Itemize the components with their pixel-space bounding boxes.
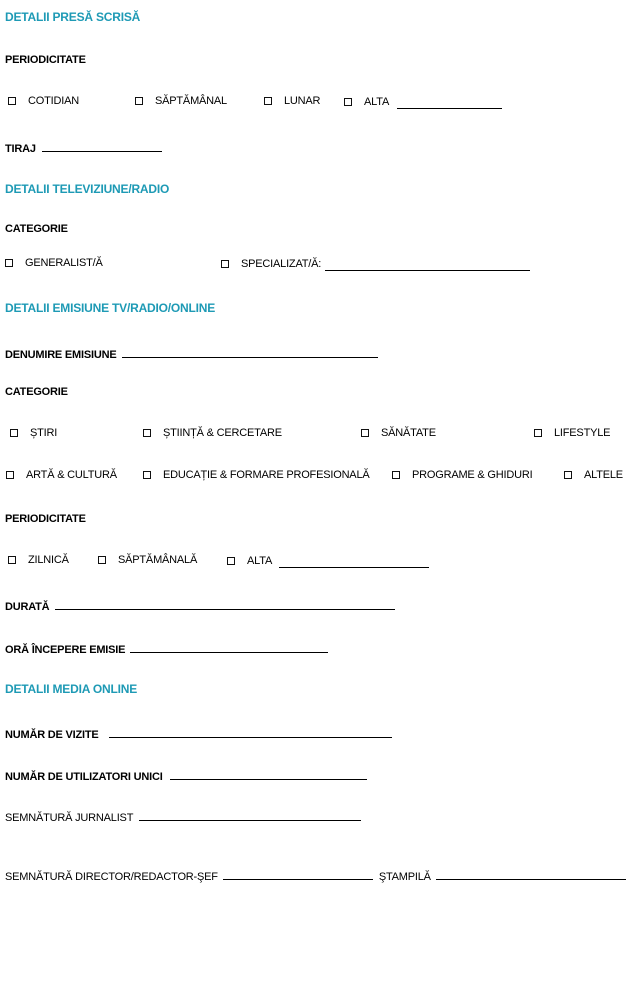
option-label: ZILNICĂ [28, 554, 69, 566]
durata-field [5, 596, 395, 613]
checkbox-alta-presa[interactable] [344, 98, 352, 106]
checkbox-stiinta-cercetare[interactable] [143, 429, 151, 437]
option-label: SĂPTĂMÂNAL [155, 95, 227, 107]
semnatura-jurnalist-field [5, 807, 361, 824]
option-label: EDUCAȚIE & FORMARE PROFESIONALĂ [163, 469, 370, 481]
checkbox-sanatate[interactable] [361, 429, 369, 437]
option-lunar[interactable] [264, 95, 320, 107]
option-label: SPECIALIZAT/Ă: [241, 258, 322, 270]
option-label: ARTĂ & CULTURĂ [26, 469, 117, 481]
option-cotidian[interactable] [8, 95, 79, 107]
option-programe-ghiduri[interactable] [392, 469, 532, 481]
option-saptamanala[interactable] [98, 554, 197, 566]
option-sanatate[interactable] [361, 427, 436, 439]
categorie-tv-options [0, 257, 642, 273]
checkbox-saptamanala[interactable] [98, 556, 106, 564]
checkbox-altele[interactable] [564, 471, 572, 479]
checkbox-zilnica[interactable] [8, 556, 16, 564]
categorie-emisiune-options-row2 [0, 469, 642, 485]
option-label: ALTELE [584, 469, 623, 481]
option-zilnica[interactable] [8, 554, 69, 566]
label-semnatura-jurnalist: SEMNĂTURĂ JURNALIST [5, 812, 134, 824]
option-generalist[interactable] [5, 257, 103, 269]
checkbox-cotidian[interactable] [8, 97, 16, 105]
tiraj-field [5, 138, 162, 155]
durata-fill-line[interactable] [55, 596, 395, 610]
checkbox-lifestyle[interactable] [534, 429, 542, 437]
label-categorie-emisiune: CATEGORIE [5, 386, 68, 398]
option-label: SĂPTĂMÂNALĂ [118, 554, 198, 566]
option-label: SĂNĂTATE [381, 427, 436, 439]
label-numar-utilizatori: NUMĂR DE UTILIZATORI UNICI [5, 771, 163, 783]
numar-vizite-fill-line[interactable] [109, 724, 392, 738]
stampila-fill-line[interactable] [436, 866, 626, 880]
label-ora-incepere: ORĂ ÎNCEPERE EMISIE [5, 644, 126, 656]
option-label: COTIDIAN [28, 95, 79, 107]
option-label: ALTA [247, 555, 273, 567]
option-label: ȘTIRI [30, 427, 58, 439]
option-label: ALTA [364, 96, 390, 108]
option-label: LUNAR [284, 95, 321, 107]
categorie-emisiune-options-row1 [0, 427, 642, 443]
periodicitate-presa-options [0, 95, 642, 111]
option-stiri[interactable] [10, 427, 57, 439]
label-durata: DURATĂ [5, 601, 50, 613]
option-specializat[interactable] [221, 257, 530, 271]
checkbox-stiri[interactable] [10, 429, 18, 437]
numar-vizite-field [5, 724, 392, 741]
option-label: ȘTIINȚĂ & CERCETARE [163, 427, 282, 439]
numar-utilizatori-field [5, 766, 367, 783]
checkbox-arta-cultura[interactable] [6, 471, 14, 479]
checkbox-alta-emisiune[interactable] [227, 557, 235, 565]
checkbox-educatie-formare[interactable] [143, 471, 151, 479]
semnatura-jurnalist-fill-line[interactable] [139, 807, 361, 821]
alta-emisiune-fill-line[interactable] [279, 554, 429, 568]
label-periodicitate-presa: PERIODICITATE [5, 54, 86, 66]
ora-incepere-field [5, 639, 328, 656]
alta-presa-fill-line[interactable] [397, 95, 502, 109]
checkbox-programe-ghiduri[interactable] [392, 471, 400, 479]
specializat-fill-line[interactable] [325, 257, 530, 271]
option-educatie-formare[interactable] [143, 469, 370, 481]
section-title-presa-scrisa: DETALII PRESĂ SCRISĂ [5, 10, 141, 24]
section-title-media-online: DETALII MEDIA ONLINE [5, 682, 137, 696]
option-stiinta-cercetare[interactable] [143, 427, 282, 439]
checkbox-lunar[interactable] [264, 97, 272, 105]
semnatura-director-field [5, 866, 626, 883]
label-denumire-emisiune: DENUMIRE EMISIUNE [5, 349, 117, 361]
label-categorie-tv: CATEGORIE [5, 223, 68, 235]
option-alta-presa[interactable] [344, 95, 502, 109]
tiraj-fill-line[interactable] [42, 138, 162, 152]
semnatura-director-fill-line[interactable] [223, 866, 373, 880]
checkbox-specializat[interactable] [221, 260, 229, 268]
denumire-emisiune-field [5, 344, 378, 361]
label-semnatura-director: SEMNĂTURĂ DIRECTOR/REDACTOR-ŞEF [5, 871, 218, 883]
section-title-tv-radio: DETALII TELEVIZIUNE/RADIO [5, 182, 170, 196]
option-alta-emisiune[interactable] [227, 554, 429, 568]
option-label: GENERALIST/Ă [25, 257, 103, 269]
checkbox-saptamanal[interactable] [135, 97, 143, 105]
option-altele[interactable] [564, 469, 623, 481]
option-arta-cultura[interactable] [6, 469, 117, 481]
label-tiraj: TIRAJ [5, 143, 36, 155]
option-label: PROGRAME & GHIDURI [412, 469, 533, 481]
numar-utilizatori-fill-line[interactable] [170, 766, 367, 780]
denumire-emisiune-fill-line[interactable] [122, 344, 378, 358]
option-saptamanal[interactable] [135, 95, 227, 107]
option-label: LIFESTYLE [554, 427, 611, 439]
label-stampila: ŞTAMPILĂ [378, 871, 431, 883]
label-numar-vizite: NUMĂR DE VIZITE [5, 729, 99, 741]
periodicitate-emisiune-options [0, 554, 642, 570]
checkbox-generalist[interactable] [5, 259, 13, 267]
option-lifestyle[interactable] [534, 427, 610, 439]
label-periodicitate-emisiune: PERIODICITATE [5, 513, 86, 525]
ora-incepere-fill-line[interactable] [130, 639, 328, 653]
section-title-emisiune: DETALII EMISIUNE TV/RADIO/ONLINE [5, 301, 216, 315]
